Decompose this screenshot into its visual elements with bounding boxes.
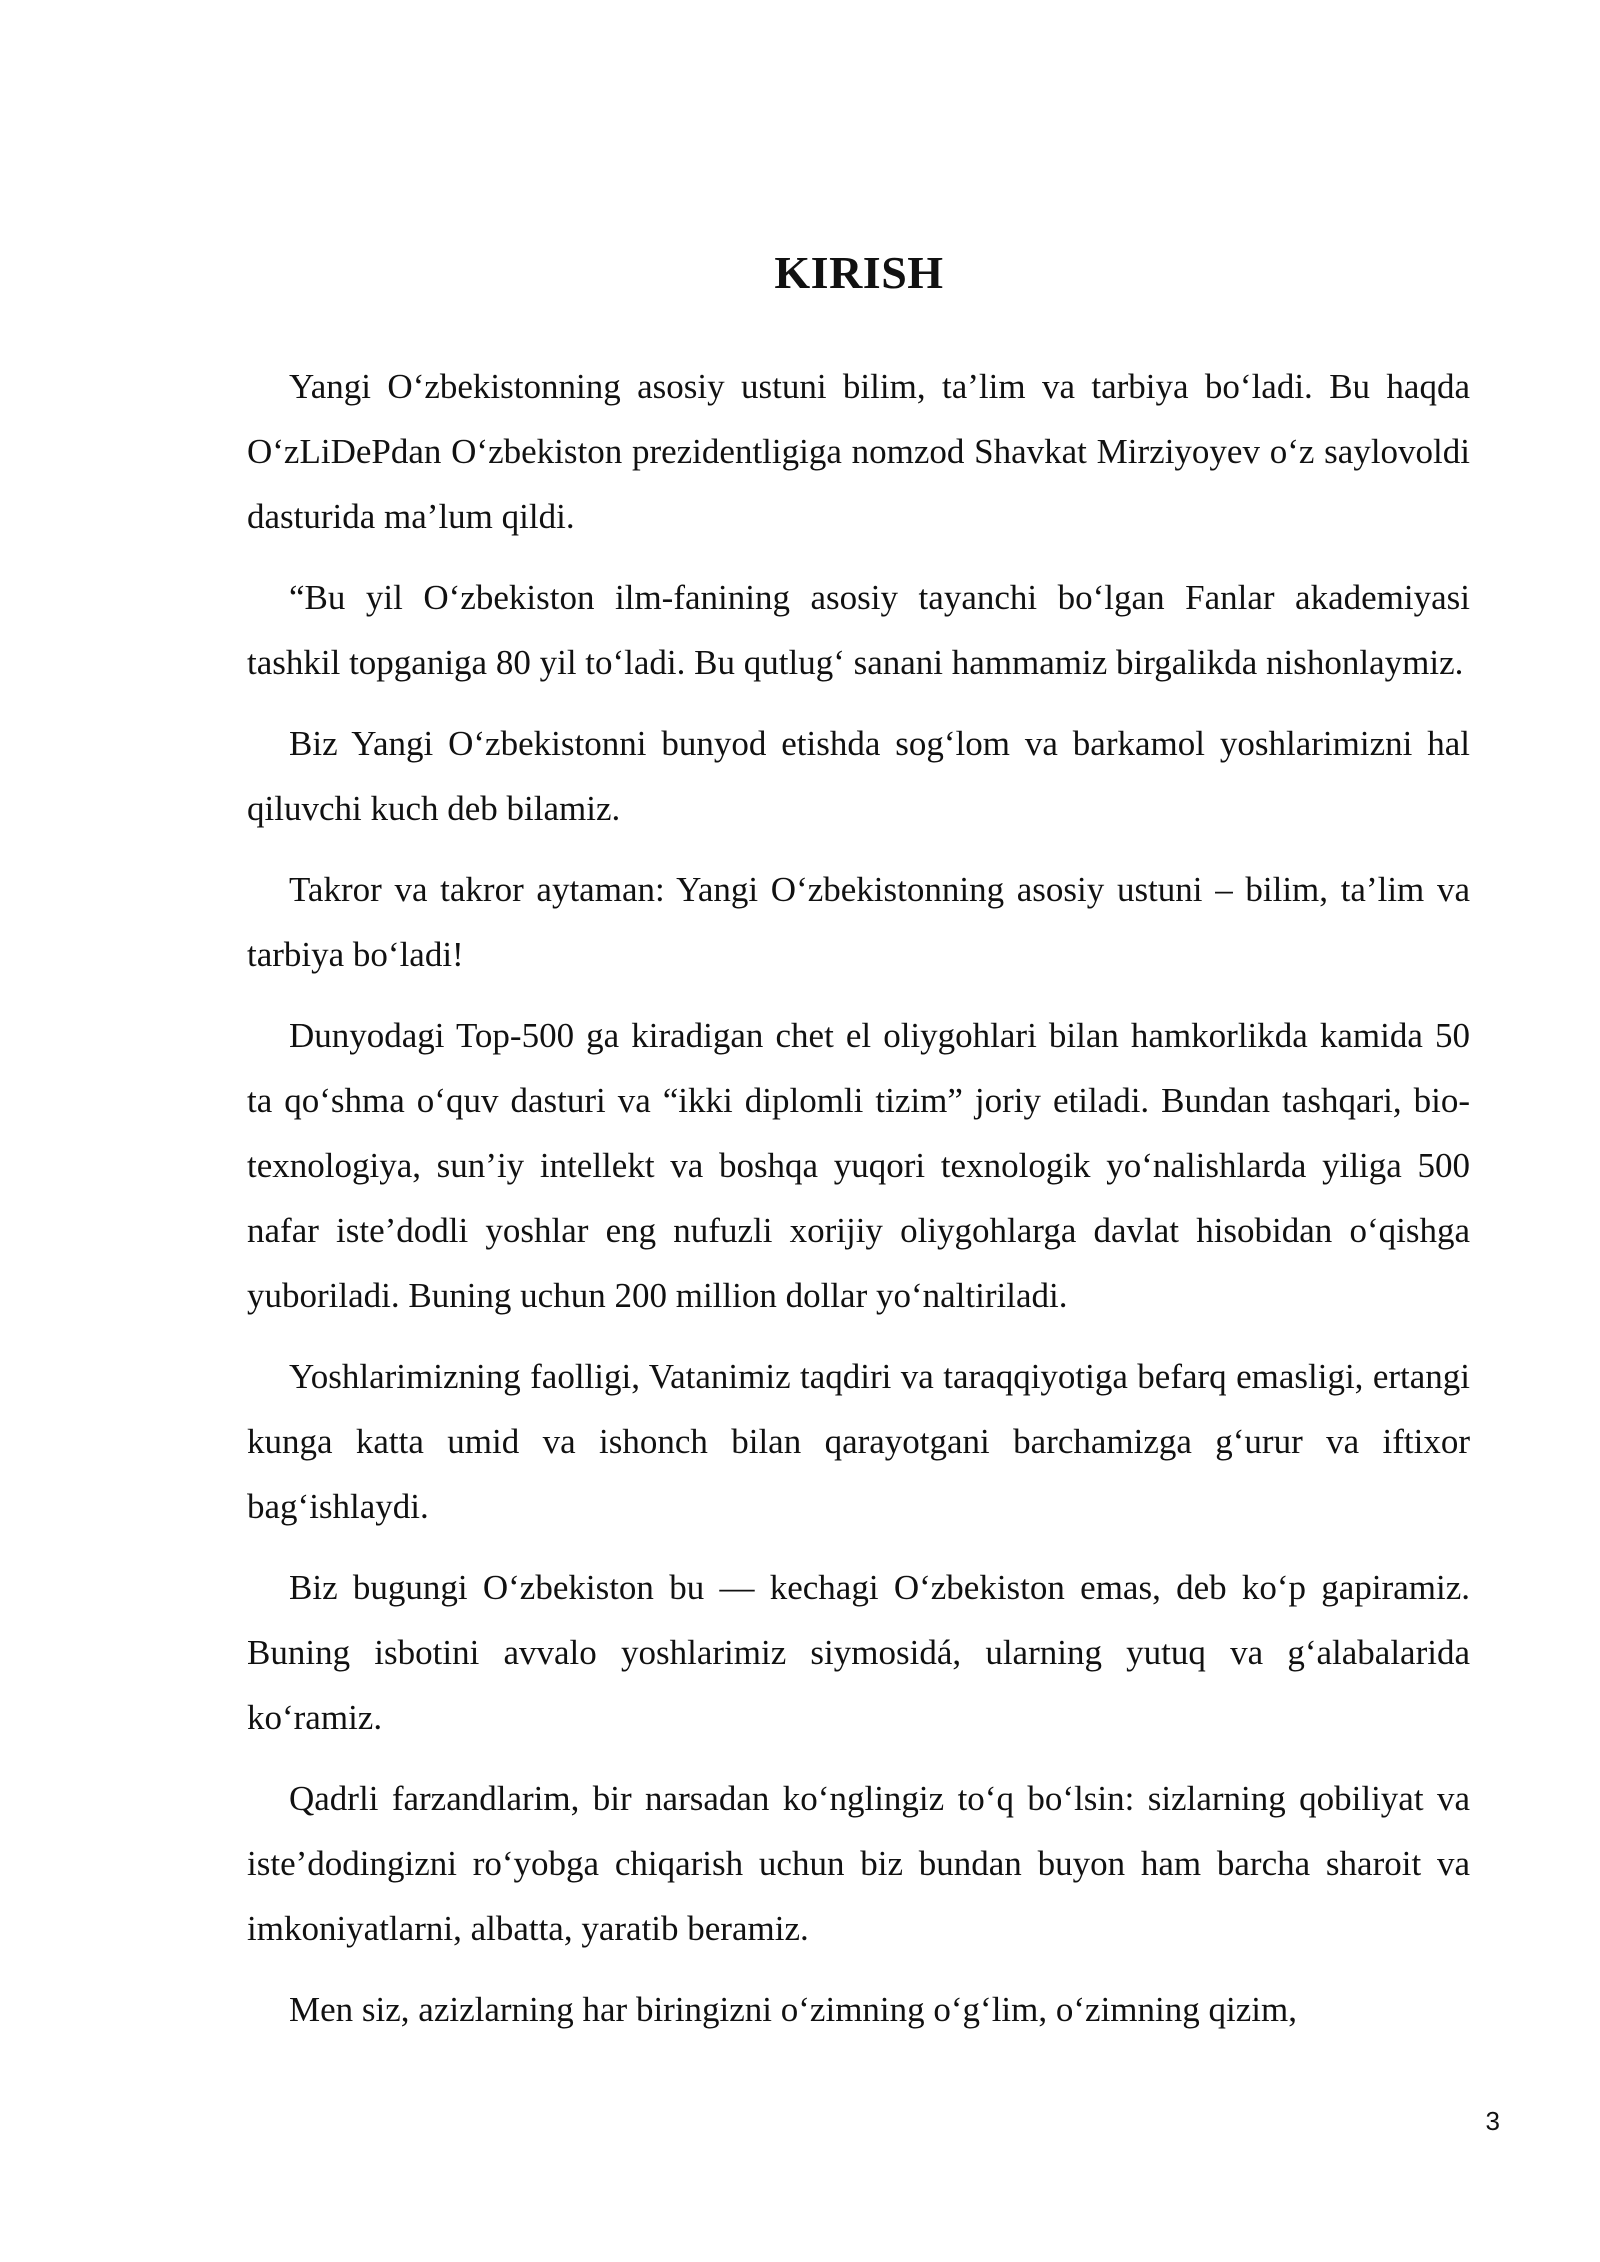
paragraph-7: Biz bugungi O‘zbekiston bu — kechagi O‘zbekiston emas, deb ko‘p gapiramiz. Buning isbotini avvalo yoshlarimiz siymosidá, ularning yutuq va g‘alabalarida ko‘ramiz. xyxy=(247,1568,1470,1737)
body-text xyxy=(247,354,1470,2058)
paragraph-9: Men siz, azizlarning har biringizni o‘zimning o‘g‘lim, o‘zimning qizim, xyxy=(289,1990,1297,2029)
paragraph-8: Qadrli farzandlarim, bir narsadan ko‘nglingiz to‘q bo‘lsin: sizlarning qobiliyat va iste’dodingizni ro‘yobga chiqarish uchun biz bundan buyon ham barcha sharoit va imkoniyatlarni, albatta, yaratib beramiz. xyxy=(247,1779,1470,1948)
paragraph-6: Yoshlarimizning faolligi, Vatanimiz taqdiri va taraqqiyotiga befarq emasligi, ertangi kunga katta umid va ishonch bilan qarayotgani barchamizga g‘urur va iftixor bag‘ishlaydi. xyxy=(247,1357,1470,1526)
paragraph-4: Takror va takror aytaman: Yangi O‘zbekistonning asosiy ustuni – bilim, ta’lim va tarbiya bo‘ladi! xyxy=(247,870,1470,974)
paragraph-3: Biz Yangi O‘zbekistonni bunyod etishda sog‘lom va barkamol yoshlarimizni hal qiluvchi kuch deb bilamiz. xyxy=(247,724,1470,828)
page-number: 3 xyxy=(1485,2106,1500,2136)
paragraph-2: “Bu yil O‘zbekiston ilm-fanining asosiy tayanchi bo‘lgan Fanlar akademiyasi tashkil topganiga 80 yil to‘ladi. Bu qutlug‘ sanani hammamiz birgalikda nishonlaymiz. xyxy=(247,578,1470,682)
paragraph-1: Yangi O‘zbekistonning asosiy ustuni bilim, ta’lim va tarbiya bo‘ladi. Bu haqda O‘zLiDePdan O‘zbekiston prezidentligiga nomzod Shavkat Mirziyoyev o‘z saylovoldi dasturida ma’lum qildi. xyxy=(247,367,1470,536)
paragraph-5: Dunyodagi Top-500 ga kiradigan chet el oliygohlari bilan hamkorlikda kamida 50 ta qo‘shma o‘quv dasturi va “ikki diplomli tizim” joriy etiladi. Bundan tashqari, bio-texnologiya, sun’iy intellekt va boshqa yuqori texnologik yo‘nalishlarda yiliga 500 nafar iste’dodli yoshlar eng nufuzli xorijiy oliygohlarga davlat hisobidan o‘qishga yuboriladi. Buning uchun 200 million dollar yo‘naltiriladi. xyxy=(247,1016,1470,1315)
page-title: KIRISH xyxy=(774,247,944,298)
